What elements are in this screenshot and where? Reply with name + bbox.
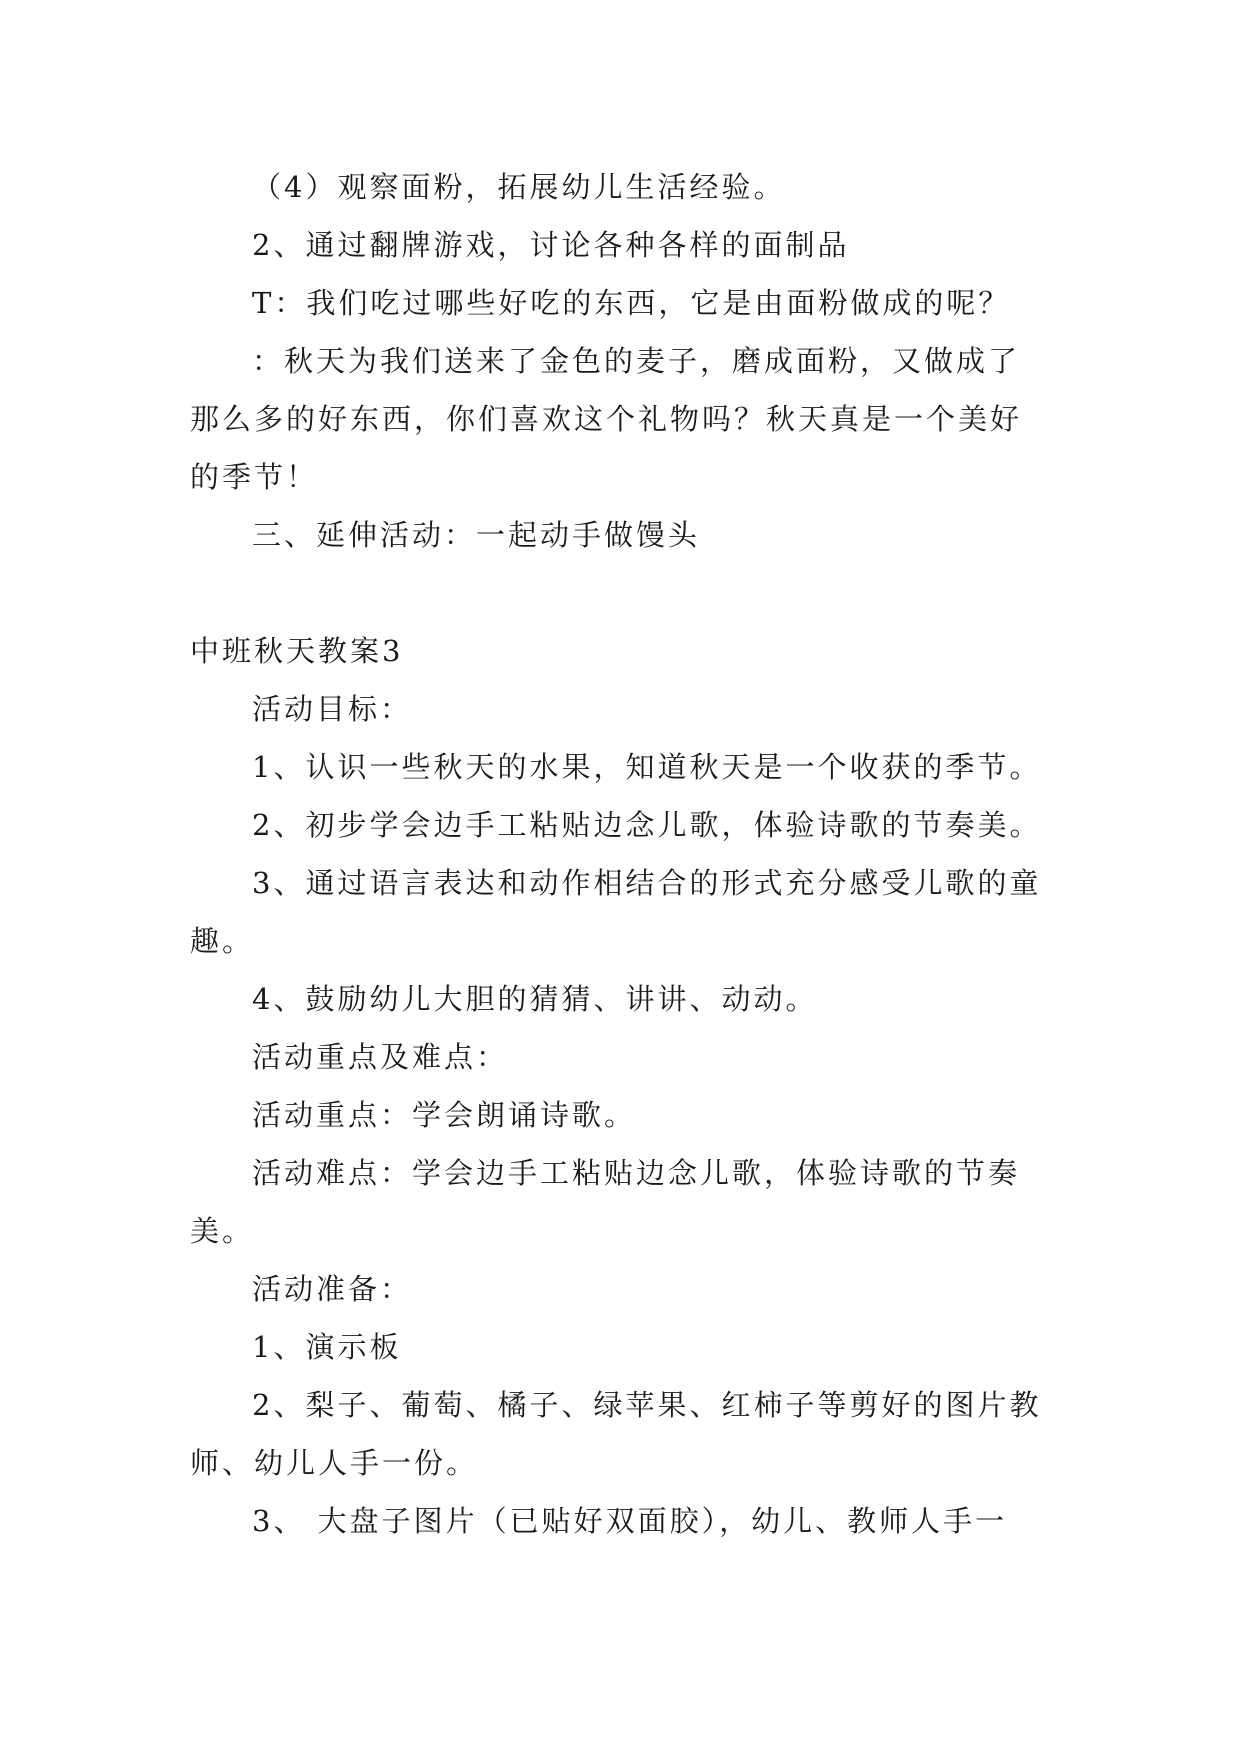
paragraph-goal-1: 1、认识一些秋天的水果，知道秋天是一个收获的季节。 xyxy=(252,750,1042,784)
paragraph-prep-1: 1、演示板 xyxy=(252,1330,402,1364)
paragraph-key-point: 活动重点：学会朗诵诗歌。 xyxy=(252,1098,637,1132)
paragraph-prep-3: 3、 大盘子图片（已贴好双面胶），幼儿、教师人手一 xyxy=(252,1504,1008,1538)
paragraph-observe-flour: （4）观察面粉，拓展幼儿生活经验。 xyxy=(252,170,786,204)
paragraph-extension-activity: 三、延伸活动：一起动手做馒头 xyxy=(252,518,701,552)
paragraph-prep-2: 2、梨子、葡萄、橘子、绿苹果、红柿子等剪好的图片教师、幼儿人手一份。 xyxy=(190,1388,1042,1480)
paragraph-key-points-heading: 活动重点及难点： xyxy=(252,1040,509,1074)
paragraph-teacher-question: T：我们吃过哪些好吃的东西，它是由面粉做成的呢？ xyxy=(252,286,1011,320)
paragraph-goal-4: 4、鼓励幼儿大胆的猜猜、讲讲、动动。 xyxy=(252,982,818,1016)
paragraph-goal-3: 3、通过语言表达和动作相结合的形式充分感受儿歌的童趣。 xyxy=(190,866,1042,958)
paragraph-card-game: 2、通过翻牌游戏，讨论各种各样的面制品 xyxy=(252,228,850,262)
paragraph-goal-2: 2、初步学会边手工粘贴边念儿歌，体验诗歌的节奏美。 xyxy=(252,808,1042,842)
paragraph-preparation-heading: 活动准备： xyxy=(252,1272,413,1306)
document-body xyxy=(190,158,1050,1550)
paragraph-goals-heading: 活动目标： xyxy=(252,692,413,726)
paragraph-autumn-gift: ：秋天为我们送来了金色的麦子，磨成面粉，又做成了那么多的好东西，你们喜欢这个礼物吗？秋天真是一个美好的季节！ xyxy=(190,344,1023,494)
section-title: 中班秋天教案3 xyxy=(190,634,404,668)
paragraph-difficulty: 活动难点：学会边手工粘贴边念儿歌，体验诗歌的节奏美。 xyxy=(190,1156,1021,1248)
